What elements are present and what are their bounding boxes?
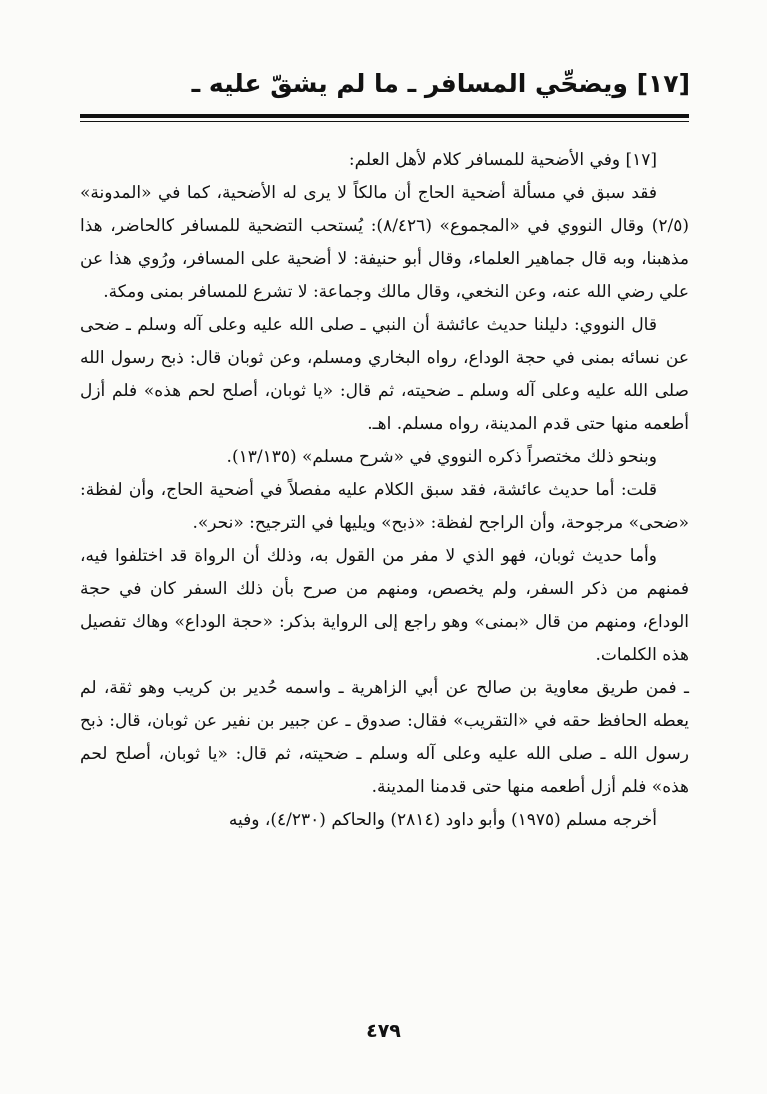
body-text <box>80 144 689 837</box>
page-header-title: [١٧] ويضحِّي المسافر ـ ما لم يشقّ عليه ـ <box>191 69 690 98</box>
paragraph-thawban-hadith: وأما حديث ثوبان، فهو الذي لا مفر من القول به، وذلك أن الرواة قد اختلفوا فيه، فمنهم من ذكر السفر، ولم يخصص، ومنهم من صرح بأن ذلك السفر كان في حجة الوداع، ومنهم من قال «بمنى» وهو راجع إلى الرواية بذكر: «حجة الوداع» وهاك تفصيل هذه الكلمات. <box>80 546 689 665</box>
paragraph-isnad: ـ فمن طريق معاوية بن صالح عن أبي الزاهرية ـ واسمه حُدير بن كريب وهو ثقة، لم يعطه الحافظ حقه في «التقريب» فقال: صدوق ـ عن جبير بن نفير عن ثوبان، قال: ذبح رسول الله ـ صلى الله عليه وعلى آله وسلم ـ ضحيته، ثم قال: «يا ثوبان، أصلح لحم هذه» فلم أزل أطعمه منها حتى قدمنا المدينة. <box>80 678 689 797</box>
paragraph-takhrij: أخرجه مسلم (١٩٧٥) وأبو داود (٢٨١٤) والحاكم (٤/٢٣٠)، وفيه <box>228 810 657 830</box>
paragraph-intro: [١٧] وفي الأضحية للمسافر كلام لأهل العلم: <box>348 150 657 170</box>
header-rule-thin <box>80 121 689 122</box>
page-number: ٤٧٩ <box>366 1020 401 1042</box>
paragraph-malik-opinion: فقد سبق في مسألة أضحية الحاج أن مالكاً لا يرى له الأضحية، كما في «المدونة» (٢/٥) وقال النووي في «المجموع» (٨/٤٢٦): يُستحب التضحية للمسافر كالحاضر، هذا مذهبنا، وبه قال جماهير العلماء، وقال أبو حنيفة: لا أضحية على المسافر، ورُوي هذا عن علي رضي الله عنه، وعن النخعي، وقال مالك وجماعة: لا تشرع للمسافر بمنى ومكة. <box>80 183 689 302</box>
paragraph-aisha-hadith: قلت: أما حديث عائشة، فقد سبق الكلام عليه مفصلاً في أضحية الحاج، وأن لفظة: «ضحى» مرجوحة، وأن الراجح لفظة: «ذبح» ويليها في الترجيح: «نحر». <box>80 480 689 533</box>
paragraph-nawawi-evidence: قال النووي: دليلنا حديث عائشة أن النبي ـ صلى الله عليه وعلى آله وسلم ـ ضحى عن نسائه بمنى في حجة الوداع، رواه البخاري ومسلم، وعن ثوبان قال: ذبح رسول الله صلى الله عليه وعلى آله وسلم ـ ضحيته، ثم قال: «يا ثوبان، أصلح لحم هذه» فلم أزل أطعمه منها حتى قدم المدينة، رواه مسلم. اهـ. <box>80 315 689 434</box>
paragraph-sharh-muslim: وبنحو ذلك مختصراً ذكره النووي في «شرح مسلم» (١٣/١٣٥). <box>226 447 657 467</box>
header-rule-thick <box>80 114 689 118</box>
